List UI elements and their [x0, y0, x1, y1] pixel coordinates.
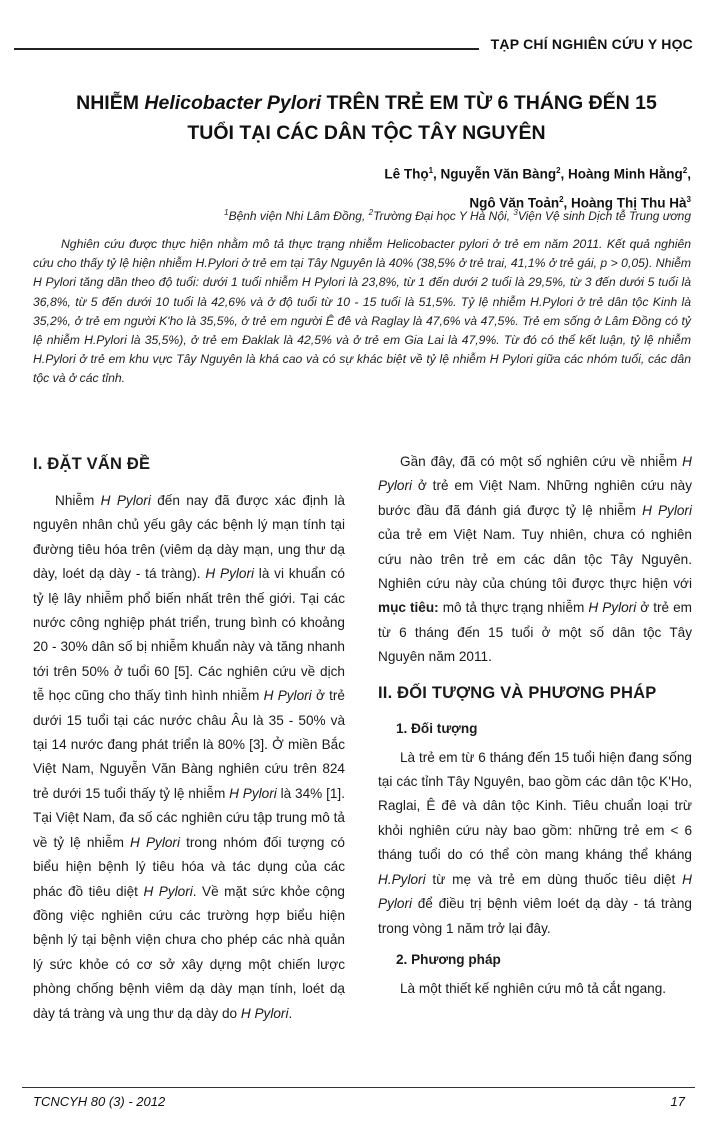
author-sup: 2 [559, 194, 564, 204]
subjects-paragraph: Là trẻ em từ 6 tháng đến 15 tuổi hiện đang sống tại các tỉnh Tây Nguyên, bao gồm các dân tộc K'Ho, Raglai, Ê đê và dân tộc Kinh. Tiêu chuẩn loại trừ khỏi nghiên cứu này bao gồm: những trẻ em < 6 tháng tuổi do có thể còn mang kháng thể kháng H.Pylori từ mẹ và trẻ em dùng thuốc tiêu diệt H Pylori để điều trị bệnh viêm loét dạ dày - tá tràng trong vòng 1 năm trở lại đây. [378, 749, 692, 936]
intro-paragraph: Nhiễm H Pylori đến nay đã được xác định là nguyên nhân chủ yếu gây các bệnh lý mạn tính tại đường tiêu hóa trên (viêm dạ dày mạn, ung thư dạ dày, loét dạ dày - tá tràng). H Pylori là vi khuẩn có tỷ lệ lây nhiễm phổ biến nhất trên thế giới. Tại các nước công nghiệp phát triển, trung bình có khoảng 20 - 30% dân số bị nhiễm khuẩn này và tăng nhanh tới trên 50% ở tuổi 60 [5]. Các nghiên cứu về dịch tễ học cũng cho thấy tình hình nhiễm H Pylori ở trẻ dưới 15 tuổi tại các nước châu Âu là 35 - 50% và tại 14 nước đang phát triển là 80% [3]. Ở miền Bắc Việt Nam, Nguyễn Văn Bàng nghiên cứu trên 824 trẻ dưới 15 tuổi thấy tỷ lệ nhiễm H Pylori là 34% [1]. Tại Việt Nam, đa số các nghiên cứu tập trung mô tả về tỷ lệ nhiễm H Pylori trong nhóm đối tượng có biểu hiện bệnh lý tiêu hóa và tác dụng của các phác đồ tiêu diệt H Pylori. Về mặt sức khỏe cộng đồng việc nghiên cứu các trường hợp biểu hiện bệnh lý tại bệnh viện chưa cho phép các nhà quản lý sức khỏe có cơ sở xây dựng một chiến lược phòng chống bệnh viêm dạ dày mạn tính, loét dạ dày tá tràng và ung thư dạ dày do H Pylori. [33, 493, 345, 1021]
author: Ngô Văn Toản [469, 195, 560, 210]
affil-sup: 1 [224, 208, 229, 217]
section-heading-methods: II. ĐỐI TƯỢNG VÀ PHƯƠNG PHÁP [378, 683, 657, 702]
affil-sup: 2 [368, 208, 374, 217]
method-paragraph: Là một thiết kế nghiên cứu mô tả cắt ngang. [400, 980, 667, 996]
author-sup: 2 [556, 166, 561, 175]
affiliations [224, 208, 691, 223]
author: , Nguyễn Văn Bàng [433, 166, 557, 182]
affiliation: Viện Vệ sinh Dịch tễ Trung ương [517, 209, 691, 223]
author-sup: 2 [682, 166, 688, 175]
author-sep: , [687, 166, 691, 182]
abstract: Nghiên cứu được thực hiện nhằm mô tả thực trạng nhiễm Helicobacter pylori ở trẻ em năm 2011. Kết quả nghiên cứu cho thấy tỷ lệ hiện nhiễm H.Pylori ở trẻ em tại Tây Nguyên là 40% (38,5% ở trẻ trai, 41,1% ở trẻ gái, p > 0,05). Nhiễm H Pylori tăng dần theo độ tuổi: dưới 1 tuổi nhiễm H Pylori là 23,8%, từ 1 đến dưới 2 tuổi là 29,5%, từ 3 đến dưới 5 tuổi là 36,8%, từ 5 đến dưới 10 tuổi là 42,6% và ở độ tuổi từ 10 - 15 tuổi là 51,5%. Tỷ lệ nhiễm H.Pylori ở trẻ dân tộc Kinh là 35,2%, ở trẻ em người K'ho là 35,5%, ở trẻ em người Ê đê và Raglay là 47,6% và 47,5%. Trẻ em sống ở Lâm Đồng có tỷ lệ nhiễm H.Pylori là 35,5%), ở trẻ em Đaklak là 42,5% và ở trẻ em Gia Lai là 47,9%. Từ đó có thể kết luận, tỷ lệ nhiễm H.Pylori ở trẻ em khu vực Tây Nguyên là khá cao và có sự khác biệt về tỷ lệ nhiễm H Pylori giữa các nhóm tuổi, các dân tộc và ở các tỉnh. [33, 237, 691, 386]
subheading-method: 2. Phương pháp [396, 951, 501, 967]
footer-citation: TCNCYH 80 (3) - 2012 [33, 1094, 166, 1109]
title-part: NHIỄM [76, 92, 145, 114]
article-title [40, 88, 693, 148]
author-sup: 1 [428, 166, 434, 175]
title-italic: Helicobacter Pylori [144, 92, 322, 114]
intro-paragraph-continued: Gần đây, đã có một số nghiên cứu về nhiễm H Pylori ở trẻ em Việt Nam. Những nghiên cứu này bước đầu đã đánh giá được tỷ lệ nhiễm H Pylori của trẻ em Việt Nam. Tuy nhiên, chưa có nghiên cứu nào trên trẻ em các dân tộc Tây Nguyên. Nghiên cứu này của chúng tôi được thực hiện với mục tiêu: mô tả thực trạng nhiễm H Pylori ở trẻ em từ 6 tháng đến 15 tuổi ở một số dân tộc Tây Nguyên năm 2011. [378, 454, 693, 665]
journal-name: TẠP CHÍ NGHIÊN CỨU Y HỌC [490, 36, 693, 52]
subheading-subjects: 1. Đối tượng [396, 720, 478, 736]
page-number: 17 [670, 1094, 685, 1109]
author-sup: 3 [686, 194, 691, 204]
title-line2: TUỔI TẠI CÁC DÂN TỘC TÂY NGUYÊN [187, 122, 546, 144]
title-part: TRÊN TRẺ EM TỪ 6 THÁNG ĐẾN 15 [321, 92, 657, 114]
left-column [33, 450, 345, 1030]
author: , Hoàng Thị Thu Hà [563, 195, 687, 210]
affil-sup: 3 [513, 208, 518, 217]
author: Lê Thọ [384, 166, 429, 182]
header-rule [14, 48, 479, 50]
affiliation: Trường Đại học Y Hà Nội, [373, 209, 514, 223]
journal-header [14, 36, 709, 62]
right-column [378, 450, 692, 1005]
affiliation: Bệnh viện Nhi Lâm Đồng, [228, 209, 369, 223]
author-list [384, 158, 691, 215]
author: , Hoàng Minh Hằng [560, 166, 683, 182]
footer-rule [22, 1087, 695, 1088]
section-heading-intro: I. ĐẶT VẤN ĐỀ [33, 455, 151, 473]
